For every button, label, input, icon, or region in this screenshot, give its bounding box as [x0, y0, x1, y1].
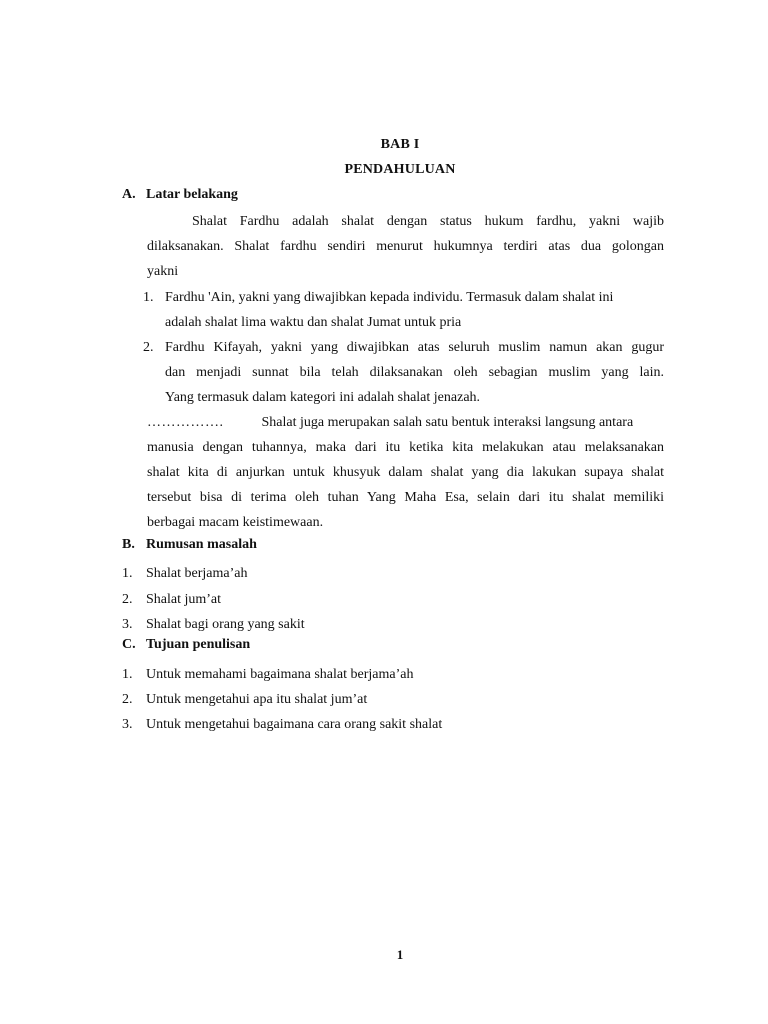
list-item-number: 3. [122, 717, 133, 732]
section-c-heading [122, 637, 250, 653]
list-item-number: 2. [143, 340, 154, 355]
list-item [122, 662, 413, 687]
list-item-text: Shalat berjama’ah [146, 566, 248, 581]
intro-line-2: dilaksanakan. Shalat fardhu sendiri menurut hukumnya terdiri atas dua golongan [147, 239, 664, 254]
list-item-number: 2. [122, 692, 133, 707]
list-item-line: Fardhu Kifayah, yakni yang diwajibkan atas seluruh muslim namun akan gugur [165, 340, 664, 355]
section-a-title: Latar belakang [146, 187, 238, 202]
section-b-letter: B. [122, 537, 135, 552]
second-para-line-1 [147, 410, 664, 435]
list-item-text: Untuk mengetahui bagaimana cara orang sakit shalat [146, 717, 443, 732]
list-item [122, 712, 442, 737]
list-item-number: 3. [122, 617, 133, 632]
list-item-number: 1. [122, 566, 133, 581]
list-item [122, 612, 305, 637]
section-a-heading [122, 187, 238, 203]
list-item-line: Yang termasuk dalam kategori ini adalah shalat jenazah. [165, 390, 481, 405]
second-para-line-3: shalat kita di anjurkan untuk khusyuk dalam shalat yang dia lakukan supaya shalat [147, 465, 664, 480]
section-a-letter: A. [122, 187, 136, 202]
page-number: 1 [396, 947, 404, 962]
list-item-text: Shalat bagi orang yang sakit [146, 617, 305, 632]
section-a-second-paragraph [147, 410, 664, 535]
list-item [122, 561, 247, 586]
leader-dots: ……………. [147, 415, 224, 430]
section-b-title: Rumusan masalah [146, 537, 257, 552]
list-item-text: Shalat jum’at [146, 592, 222, 607]
list-item-number: 1. [143, 290, 154, 305]
list-item-fardhu-ain [143, 285, 664, 335]
second-para-line-2: manusia dengan tuhannya, maka dari itu ketika kita melakukan atau melaksanakan [147, 440, 664, 455]
second-para-line-1-text: Shalat juga merupakan salah satu bentuk interaksi langsung antara [261, 415, 634, 430]
chapter-title: PENDAHULUAN [344, 162, 456, 177]
list-item-number: 1. [122, 667, 133, 682]
list-item [122, 687, 367, 712]
list-item-line: dan menjadi sunnat bila telah dilaksanakan oleh sebagian muslim yang lain. [165, 365, 664, 380]
section-a-intro-paragraph [147, 209, 664, 284]
list-item-line: adalah shalat lima waktu dan shalat Jumat untuk pria [165, 315, 462, 330]
list-item-text: Untuk mengetahui apa itu shalat jum’at [146, 692, 368, 707]
second-para-line-5: berbagai macam keistimewaan. [147, 515, 324, 530]
section-c-title: Tujuan penulisan [146, 637, 251, 652]
second-para-line-4: tersebut bisa di terima oleh tuhan Yang Maha Esa, selain dari itu shalat memiliki [147, 490, 664, 505]
list-item-fardhu-kifayah [143, 335, 664, 410]
intro-line-1: Shalat Fardhu adalah shalat dengan status hukum fardhu, yakni wajib [192, 214, 664, 229]
intro-line-3: yakni [147, 264, 179, 279]
list-item-line: Fardhu 'Ain, yakni yang diwajibkan kepada individu. Termasuk dalam shalat ini [165, 290, 614, 305]
section-c-letter: C. [122, 637, 136, 652]
list-item-number: 2. [122, 592, 133, 607]
chapter-label: BAB I [380, 137, 420, 152]
section-b-heading [122, 537, 257, 553]
list-item-text: Untuk memahami bagaimana shalat berjama’ah [146, 667, 414, 682]
list-item [122, 587, 221, 612]
